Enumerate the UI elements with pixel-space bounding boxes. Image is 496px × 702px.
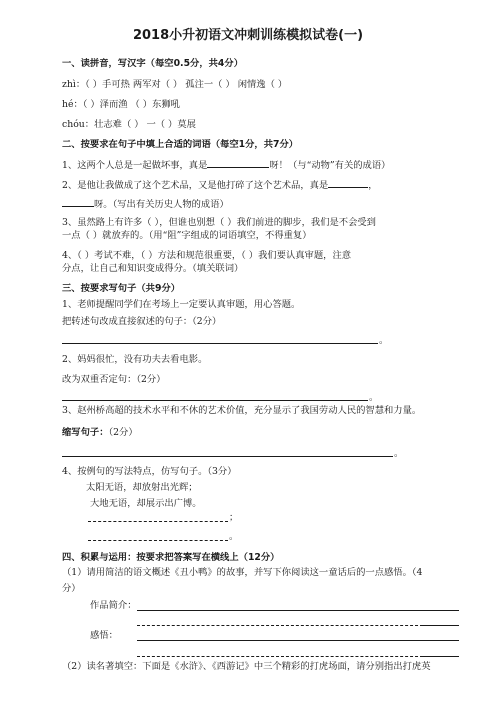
condense-score: （2分）: [108, 427, 138, 438]
period: 。: [229, 531, 239, 542]
answer-line[interactable]: [137, 610, 459, 611]
question-3-3-task: [62, 427, 138, 439]
question-3-2-task: 改为双重否定句：（2分）: [62, 374, 166, 385]
question-3-4: 4、按例句的写法特点，仿写句子。（3分）: [62, 466, 237, 477]
question-2-4-line2: 分点，让自己和知识变成得分。（填关联词）: [62, 263, 244, 274]
answer-line[interactable]: [62, 343, 378, 344]
pinyin-row-zhi: zhì：（ ）手可热 两军对（ ） 孤注一（ ） 闲情逸（ ）: [62, 79, 288, 90]
question-4-1-line2: 分）: [62, 583, 81, 594]
question-3-1-task: 把转述句改成直接叙述的句子：（2分）: [62, 316, 222, 327]
question-3-3: 3、赵州桥高超的技术水平和不休的艺术价值，充分显示了我国劳动人民的智慧和力量。: [62, 405, 422, 416]
answer-line[interactable]: [62, 400, 368, 401]
question-2-1: [62, 158, 390, 172]
answer-blank[interactable]: [62, 197, 94, 207]
condense-label: 缩写句子：: [62, 427, 109, 438]
page-title: 2018小升初语文冲刺训练模拟试卷(一): [132, 28, 364, 43]
question-3-1: 1、老师提醒同学们在考场上一定要认真审题，用心答题。: [62, 299, 301, 310]
pinyin-row-he: hé：（ ）泽而渔 （ ）东狮吼: [62, 99, 180, 110]
example-sentence-2: 大地无语，却展示出广博。: [90, 498, 202, 509]
question-2-3-line2: 一点（ ）就放弃的。（用“阻”字组成的词语填空，不得重复）: [62, 230, 312, 241]
comma: ，: [368, 180, 378, 191]
section-2-heading: 二、按要求在句子中填上合适的词语（每空1分，共7分）: [62, 139, 299, 150]
section-3-heading: 三、按要求写句子（共9分）: [62, 283, 181, 294]
pinyin-row-chou: chóu：壮志难（ ） 一（ ）莫展: [62, 119, 196, 130]
answer-blank[interactable]: [207, 158, 269, 168]
answer-line[interactable]: [137, 656, 423, 657]
semicolon: ；: [229, 512, 239, 523]
answer-line[interactable]: [88, 521, 228, 522]
period: 。: [369, 392, 379, 403]
period: 。: [379, 335, 389, 346]
period: 。: [394, 448, 404, 459]
answer-line[interactable]: [62, 456, 393, 457]
answer-line[interactable]: [423, 656, 459, 657]
question-2-2-cont: [62, 197, 229, 211]
feel-label: 感悟：: [90, 630, 118, 641]
question-2-2-hint: 呀。（写出有关历史人物的成语）: [94, 199, 229, 210]
question-4-2-line1: （2）读名著填空：下面是《水浒》、《西游记》中三个精彩的打虎场面，请分别指出打虎英: [62, 661, 431, 672]
answer-line[interactable]: [137, 640, 459, 641]
question-3-2: 2、妈妈很忙，没有功夫去看电影。: [62, 354, 208, 365]
question-2-2-text: 2、是他让我做成了这个艺术品，又是他打碎了这个艺术品，真是: [62, 180, 329, 191]
answer-line[interactable]: [137, 625, 423, 626]
question-2-3-line1: 3、虽然路上有许多（ ），但谁也别想（ ）我们前进的脚步，我们是不会受到: [62, 217, 376, 228]
section-1-heading: 一、读拼音，写汉字（每空0.5分，共4分）: [62, 58, 243, 69]
answer-line[interactable]: [423, 625, 459, 626]
answer-blank[interactable]: [328, 178, 368, 188]
question-2-2: [62, 178, 378, 192]
example-sentence-1: 太阳无语，却放射出光辉；: [86, 482, 198, 493]
section-4-heading: 四、积累与运用：按要求把答案写在横线上（12分）: [62, 552, 280, 563]
question-4-1-line1: （1）请用简洁的语文概述《丑小鸭》的故事，并写下你阅读这一童话后的一点感悟。（4: [62, 567, 423, 578]
question-2-4-line1: 4、（ ）考试不难，（ ）方法和规范很重要，（ ）我们要认真审题，注意: [62, 250, 352, 261]
question-2-1-text: 1、这两个人总是一起做坏事，真是: [62, 160, 208, 171]
answer-line[interactable]: [88, 540, 228, 541]
intro-label: 作品简介：: [90, 600, 137, 611]
question-2-1-hint: 呀！（与“动物”有关的成语）: [269, 160, 391, 171]
